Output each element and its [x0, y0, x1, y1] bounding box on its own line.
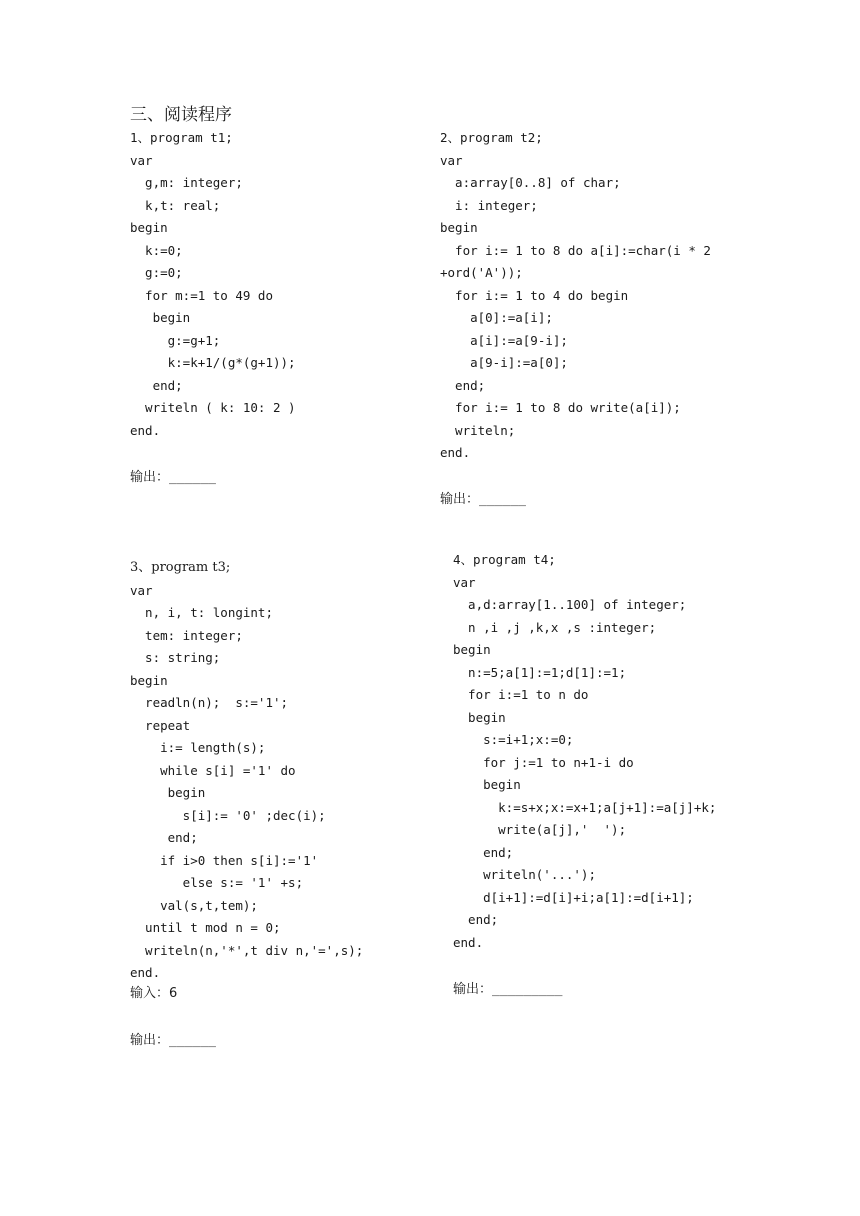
code-line: end.	[130, 965, 161, 980]
code-line: writeln(n,'*',t div n,'=',s);	[130, 942, 364, 958]
code-line: i:= length(s);	[130, 740, 266, 755]
code-line: var	[130, 582, 153, 598]
code-line: for i:=1 to n do	[453, 687, 589, 702]
code-line: begin	[440, 220, 478, 235]
program-2-code	[440, 127, 711, 465]
code-line: if i>0 then s[i]:='1'	[130, 852, 319, 868]
code-line: writeln('...');	[453, 867, 596, 882]
code-line: begin	[453, 642, 491, 657]
code-line: s: string;	[130, 650, 221, 665]
section-title: 三、阅读程序	[130, 105, 232, 125]
code-line: g:=0;	[130, 265, 183, 280]
code-line: k,t: real;	[130, 197, 221, 213]
program-1-code	[130, 127, 296, 442]
code-line: a,d:array[1..100] of integer;	[453, 597, 687, 612]
code-line: k:=k+1/(g*(g+1));	[130, 355, 296, 370]
output-label: 输出：	[453, 982, 493, 997]
code-line: var	[453, 574, 476, 590]
code-line: 1、program t1;	[130, 130, 233, 145]
code-line: n ,i ,j ,k,x ,s :integer;	[453, 619, 657, 635]
code-line: n:=5;a[1]:=1;d[1]:=1;	[453, 664, 627, 680]
code-line: tem: integer;	[130, 627, 243, 643]
code-line: +ord('A'));	[440, 265, 523, 280]
program-3-output	[130, 1031, 216, 1051]
code-line: repeat	[130, 717, 191, 733]
output-blank: _________	[492, 982, 563, 997]
code-line: for j:=1 to n+1-i do	[453, 754, 634, 770]
code-line: else s:= '1' +s;	[130, 875, 304, 890]
code-line: begin	[453, 709, 506, 725]
program-4-output	[453, 980, 562, 1000]
code-line: k:=s+x;x:=x+1;a[j+1]:=a[j]+k;	[453, 799, 717, 815]
code-line: end.	[440, 445, 471, 460]
code-line: 4、program t4;	[453, 552, 556, 567]
code-line: begin	[130, 785, 206, 800]
code-line: readln(n); s:='1';	[130, 695, 289, 710]
code-line: for m:=1 to 49 do	[130, 287, 273, 303]
code-line: begin	[130, 672, 168, 688]
code-line: 2、program t2;	[440, 130, 543, 145]
program-3-code	[130, 557, 363, 985]
output-blank: ______	[169, 1033, 216, 1048]
code-line: end;	[130, 830, 198, 845]
output-blank: ______	[169, 470, 216, 485]
program-3-input: 输入：6	[130, 986, 178, 1001]
code-line: i: integer;	[440, 197, 538, 213]
program-1-output	[130, 468, 216, 488]
code-line: d[i+1]:=d[i]+i;a[1]:=d[i+1];	[453, 889, 694, 905]
code-line: for i:= 1 to 4 do begin	[440, 287, 629, 303]
code-line: write(a[j],' ');	[453, 822, 627, 837]
code-line: a[9-i]:=a[0];	[440, 355, 568, 370]
code-line: a[i]:=a[9-i];	[440, 332, 568, 348]
code-line: end;	[453, 844, 514, 860]
output-label: 输出：	[440, 492, 480, 507]
output-label: 输出：	[130, 1033, 170, 1048]
code-line: while s[i] ='1' do	[130, 762, 296, 778]
code-line: end.	[130, 422, 161, 438]
code-line: for i:= 1 to 8 do a[i]:=char(i * 2	[440, 242, 711, 258]
code-line: var	[130, 152, 153, 168]
code-line: val(s,t,tem);	[130, 897, 258, 913]
code-line: end;	[453, 912, 499, 927]
code-line: var	[440, 152, 463, 168]
program-2-output	[440, 490, 526, 510]
code-line: end;	[440, 377, 486, 393]
program-4-code	[453, 549, 716, 954]
code-line: n, i, t: longint;	[130, 605, 273, 620]
output-blank: ______	[479, 492, 526, 507]
code-line: end;	[130, 377, 183, 393]
code-line: begin	[130, 220, 168, 235]
code-line: writeln;	[440, 422, 516, 438]
code-line: a[0]:=a[i];	[440, 310, 553, 325]
code-line: a:array[0..8] of char;	[440, 175, 621, 190]
code-line: writeln ( k: 10: 2 )	[130, 400, 296, 415]
code-line: end.	[453, 934, 484, 950]
code-line: begin	[453, 777, 521, 792]
code-line: g:=g+1;	[130, 332, 221, 348]
code-line: begin	[130, 310, 191, 325]
code-line: s:=i+1;x:=0;	[453, 732, 574, 747]
code-line: 3、program t3;	[130, 560, 231, 575]
code-line: g,m: integer;	[130, 175, 243, 190]
output-label: 输出：	[130, 470, 170, 485]
code-line: for i:= 1 to 8 do write(a[i]);	[440, 400, 681, 415]
code-line: until t mod n = 0;	[130, 920, 281, 935]
code-line: k:=0;	[130, 242, 183, 258]
code-line: s[i]:= '0' ;dec(i);	[130, 807, 326, 823]
